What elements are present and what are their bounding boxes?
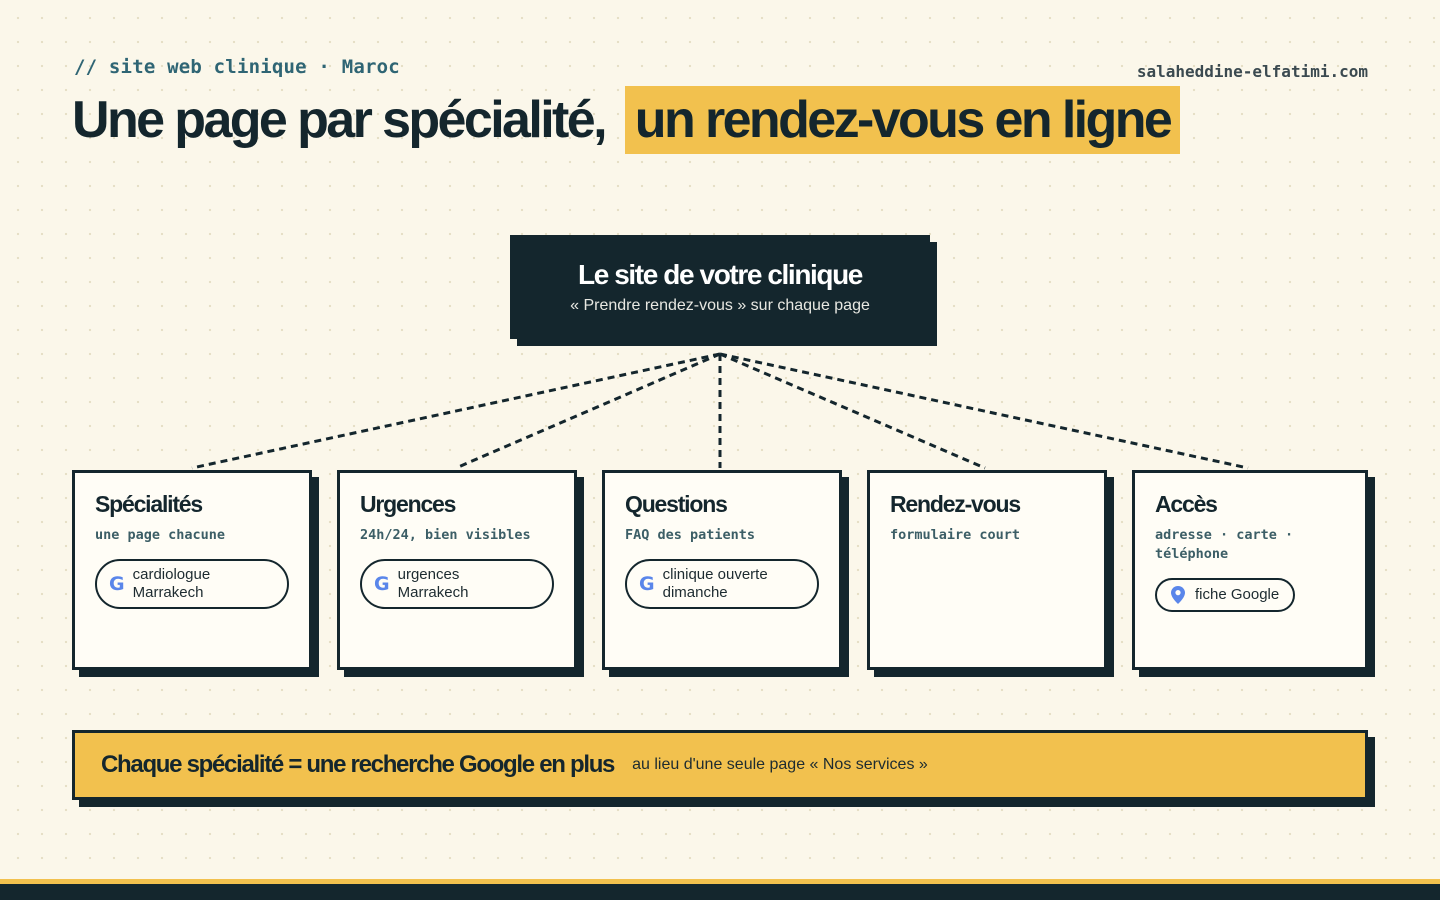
chip-text [133,566,211,602]
card-urgences [337,470,577,670]
card-questions [602,470,842,670]
card-title: Rendez-vous [890,491,1020,517]
chip-line2: Marrakech [397,584,469,601]
google-g-icon: G [639,573,655,595]
card-subtitle: formulaire court [890,527,1021,543]
map-pin-icon [1171,586,1185,604]
card-title: Spécialités [95,491,202,517]
card-subtitle: une page chacune [95,527,226,543]
search-chip [360,559,554,609]
chip-text [398,566,469,602]
headline-part1: Une page par spécialité, [72,91,605,149]
card-title: Urgences [360,491,456,517]
card-specialites [72,470,312,670]
card-subtitle-line1: adresse · carte · [1155,527,1294,543]
chip-text: fiche Google [1195,586,1280,603]
card-rendez-vous [867,470,1107,670]
search-chip [95,559,289,609]
eyebrow-label: // site web clinique · Maroc [74,56,400,78]
card-acces [1132,470,1368,670]
connector-urgences [456,354,720,468]
maps-chip [1155,578,1295,612]
chip-line2: Marrakech [132,584,204,601]
headline-highlight: un rendez-vous en ligne [625,86,1180,154]
google-g-icon: G [374,573,390,595]
bottom-bar [0,879,1440,900]
search-chip [625,559,819,609]
chip-text [663,566,768,602]
google-g-icon: G [109,573,125,595]
connector-specialites [192,354,720,468]
card-title: Questions [625,491,727,517]
connector-acces [720,354,1248,468]
connector-rendez-vous [720,354,985,468]
root-title: Le site de votre clinique [578,259,862,290]
card-subtitle [1155,526,1345,564]
root-subtitle: « Prendre rendez-vous » sur chaque page [570,297,870,314]
card-subtitle-line2: téléphone [1155,546,1229,562]
chip-line1: clinique ouverte [662,566,768,583]
chip-line2: dimanche [662,584,728,601]
banner-note: au lieu d'une seule page « Nos services » [632,756,928,773]
card-title: Accès [1155,491,1217,517]
root-node [510,235,930,339]
site-url: salaheddine-elfatimi.com [1136,62,1368,81]
card-subtitle: 24h/24, bien visibles [360,527,531,543]
banner-main-text: Chaque spécialité = une recherche Google en plus [101,751,615,778]
chip-line1: cardiologue [132,566,211,583]
summary-banner [72,730,1368,800]
card-subtitle: FAQ des patients [625,527,756,543]
chip-line1: urgences [397,566,460,583]
